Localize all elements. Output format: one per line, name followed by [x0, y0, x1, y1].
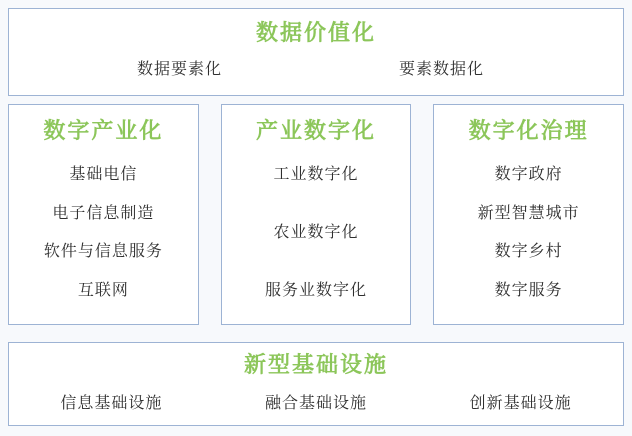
data-valorization-items — [9, 56, 623, 79]
item-innovation-infrastructure: 创新基础设施 — [469, 395, 572, 412]
item-agricultural-digitalization: 农业数字化 — [273, 224, 359, 241]
item-industrial-digitalization: 工业数字化 — [273, 166, 359, 183]
item-internet: 互联网 — [77, 281, 129, 299]
item-software-info-services: 软件与信息服务 — [43, 243, 163, 261]
industry-digitalization-items — [222, 144, 411, 324]
new-infrastructure-items — [9, 390, 623, 413]
digital-governance-items — [434, 144, 623, 324]
item-converged-infrastructure: 融合基础设施 — [264, 395, 367, 412]
item-data-factorization: 数据要素化 — [136, 61, 222, 78]
digital-industrialization-title: 数字产业化 — [43, 118, 164, 143]
digital-industrialization-items — [9, 144, 198, 324]
pillars-row — [8, 104, 624, 325]
item-digital-government: 数字政府 — [494, 166, 563, 183]
item-service-digitalization: 服务业数字化 — [264, 282, 367, 299]
digital-governance-title: 数字化治理 — [468, 118, 589, 143]
item-factor-datafication: 要素数据化 — [398, 61, 484, 78]
digital-governance-box — [433, 104, 624, 325]
item-digital-village: 数字乡村 — [494, 243, 563, 261]
data-valorization-title: 数据价值化 — [255, 20, 376, 45]
data-valorization-box — [8, 8, 624, 96]
digital-industrialization-box — [8, 104, 199, 325]
new-infrastructure-box — [8, 342, 624, 426]
item-basic-telecom: 基础电信 — [69, 166, 138, 183]
item-digital-services: 数字服务 — [494, 281, 563, 299]
item-electronic-info-manufacturing: 电子信息制造 — [52, 204, 155, 222]
item-information-infrastructure: 信息基础设施 — [60, 395, 163, 412]
new-infrastructure-title: 新型基础设施 — [243, 352, 388, 377]
industry-digitalization-title: 产业数字化 — [255, 118, 376, 143]
industry-digitalization-box — [221, 104, 412, 325]
item-new-smart-city: 新型智慧城市 — [477, 204, 580, 222]
